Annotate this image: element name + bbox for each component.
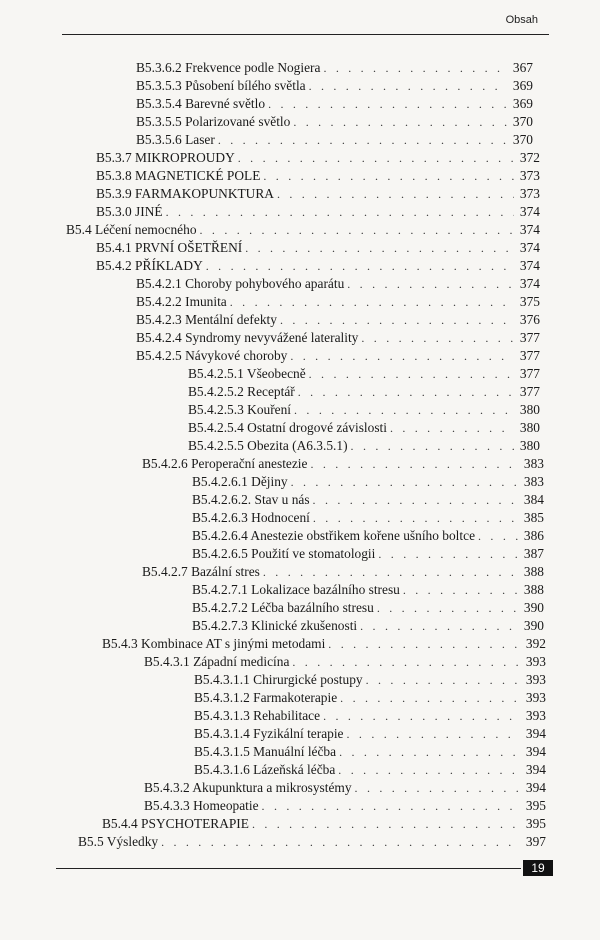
toc-entry-label: B5.3.5.5 Polarizované světlo <box>136 114 291 129</box>
toc-entry <box>136 74 533 94</box>
toc-entry-page: 377 <box>519 330 540 345</box>
toc-entry-label: B5.4.3.1.6 Lázeňská léčba <box>194 762 336 777</box>
toc-entry <box>192 614 544 634</box>
toc-entry <box>194 722 546 742</box>
toc-entry-label: B5.4.2.5.2 Receptář <box>188 384 295 399</box>
toc-entry <box>192 578 544 598</box>
toc-entry <box>144 794 546 814</box>
toc-entry-label: B5.3.9 FARMAKOPUNKTURA <box>96 186 274 201</box>
toc-entry-page: 374 <box>519 276 540 291</box>
toc-entry-page: 374 <box>519 204 540 219</box>
toc-entry-page: 380 <box>519 420 540 435</box>
toc-entry <box>192 470 544 490</box>
toc-entry-page: 395 <box>525 816 546 831</box>
toc-entry-label: B5.4.2.6.3 Hodnocení <box>192 510 310 525</box>
toc-entry <box>192 596 544 616</box>
toc-entry-label: B5.4.2.5.3 Kouření <box>188 402 292 417</box>
toc-entry-label: B5.3.5.6 Laser <box>136 132 215 147</box>
toc-entry-page: 374 <box>519 258 540 273</box>
toc-entry <box>192 506 544 526</box>
toc-entry-page: 372 <box>519 150 540 165</box>
toc-entry-page: 390 <box>523 618 544 633</box>
toc-entry-label: B5.4.2.1 Choroby pohybového aparátu <box>136 276 345 291</box>
toc-entry-page: 393 <box>525 672 546 687</box>
toc-entry-label: B5.4.2 PŘÍKLADY <box>96 258 203 273</box>
toc-entry-page: 385 <box>523 510 544 525</box>
toc-entry-page: 394 <box>525 780 546 795</box>
page-number: 19 <box>523 860 553 876</box>
toc-entry-label: B5.4.2.6.5 Použití ve stomatologii <box>192 546 376 561</box>
toc-entry <box>136 344 540 364</box>
toc-entry <box>188 362 540 382</box>
toc-entry-label: B5.4.2.7.1 Lokalizace bazálního stresu <box>192 582 400 597</box>
toc-entry-page: 373 <box>519 168 540 183</box>
toc-entry <box>192 524 544 544</box>
toc-entry-page: 394 <box>525 762 546 777</box>
toc-entry-page: 370 <box>512 114 533 129</box>
toc-entry-page: 373 <box>519 186 540 201</box>
toc-entry <box>96 146 540 166</box>
toc-entry-label: B5.4.3.3 Homeopatie <box>144 798 259 813</box>
toc-entry-page: 375 <box>519 294 540 309</box>
toc-entry <box>194 740 546 760</box>
toc-entry <box>144 650 546 670</box>
toc-entry-label: B5.5 Výsledky <box>78 834 159 849</box>
toc-entry-label: B5.4.3.1 Západní medicína <box>144 654 290 669</box>
toc-entry-label: B5.4.2.7.3 Klinické zkušenosti <box>192 618 358 633</box>
toc-entry <box>144 776 546 796</box>
toc-entry <box>188 380 540 400</box>
toc-entry <box>96 254 540 274</box>
toc-entry-page: 377 <box>519 384 540 399</box>
toc-entry-label: B5.4.2.5.5 Obezita (A6.3.5.1) <box>188 438 348 453</box>
toc-entry-label: B5.4.3.2 Akupunktura a mikrosystémy <box>144 780 352 795</box>
toc-entry-page: 388 <box>523 582 544 597</box>
toc-entry-page: 377 <box>519 366 540 381</box>
toc-entry-page: 392 <box>525 636 546 651</box>
toc-entry-label: B5.4.2.5 Návykové choroby <box>136 348 288 363</box>
toc-entry <box>142 452 544 472</box>
toc-entry-page: 394 <box>525 744 546 759</box>
toc-entry-label: B5.3.5.4 Barevné světlo <box>136 96 266 111</box>
toc-entry-page: 374 <box>519 222 540 237</box>
toc-entry-label: B5.4.2.4 Syndromy nevyvážené laterality <box>136 330 359 345</box>
toc-entry-label: B5.4.1 PRVNÍ OŠETŘENÍ <box>96 240 243 255</box>
toc-entry-page: 390 <box>523 600 544 615</box>
toc-entry-page: 383 <box>523 474 544 489</box>
toc-entry-label: B5.4.3.1.3 Rehabilitace <box>194 708 321 723</box>
toc-entry-page: 374 <box>519 240 540 255</box>
toc-entry-label: B5.4.2.3 Mentální defekty <box>136 312 277 327</box>
toc-entry <box>136 128 533 148</box>
toc-entry-page: 397 <box>525 834 546 849</box>
header-rule <box>62 34 549 35</box>
toc-entry-page: 380 <box>519 402 540 417</box>
toc-entry-label: B5.3.0 JINÉ <box>96 204 163 219</box>
toc-entry-page: 383 <box>523 456 544 471</box>
toc-entry-label: B5.4 Léčení nemocného <box>66 222 197 237</box>
toc-entry <box>136 92 533 112</box>
toc-entry-label: B5.4.2.6.1 Dějiny <box>192 474 288 489</box>
toc-entry <box>194 686 546 706</box>
toc-entry-label: B5.4.2.6.2. Stav u nás <box>192 492 310 507</box>
toc-entry-page: 384 <box>523 492 544 507</box>
toc-entry <box>136 326 540 346</box>
dot-leader <box>161 834 520 850</box>
toc-entry <box>188 398 540 418</box>
footer-rule <box>56 868 521 869</box>
toc-entry-label: B5.3.5.3 Působení bílého světla <box>136 78 306 93</box>
toc-entry-page: 387 <box>523 546 544 561</box>
toc-entry <box>96 236 540 256</box>
toc-entry <box>194 704 546 724</box>
toc-entry-page: 393 <box>525 708 546 723</box>
toc-entry-label: B5.4.3 Kombinace AT s jinými metodami <box>102 636 326 651</box>
toc-entry <box>192 542 544 562</box>
toc-entry-page: 367 <box>512 60 533 75</box>
running-header: Obsah <box>505 14 538 26</box>
toc-entry <box>78 830 546 850</box>
toc-entry-label: B5.4.3.1.5 Manuální léčba <box>194 744 337 759</box>
toc-entry-label: B5.3.6.2 Frekvence podle Nogiera <box>136 60 321 75</box>
toc-entry-page: 386 <box>523 528 544 543</box>
toc-entry <box>136 290 540 310</box>
toc-entry-page: 369 <box>512 78 533 93</box>
toc-entry <box>96 164 540 184</box>
toc-entry <box>136 272 540 292</box>
toc-entry-label: B5.4.3.1.2 Farmakoterapie <box>194 690 338 705</box>
toc-entry <box>102 812 546 832</box>
toc-entry <box>136 110 533 130</box>
toc-entry-page: 388 <box>523 564 544 579</box>
toc-entry-page: 394 <box>525 726 546 741</box>
toc-entry-label: B5.4.4 PSYCHOTERAPIE <box>102 816 249 831</box>
toc-entry-label: B5.4.2.2 Imunita <box>136 294 227 309</box>
toc-entry <box>96 182 540 202</box>
toc-entry-label: B5.4.2.6 Peroperační anestezie <box>142 456 308 471</box>
toc-entry-label: B5.4.2.7.2 Léčba bazálního stresu <box>192 600 374 615</box>
toc-entry-label: B5.4.2.6.4 Anestezie obstřikem kořene ušního boltce <box>192 528 476 543</box>
toc-entry <box>194 668 546 688</box>
toc-entry-page: 377 <box>519 348 540 363</box>
toc-entry-page: 380 <box>519 438 540 453</box>
toc-entry <box>136 56 533 76</box>
toc-entry-label: B5.4.2.7 Bazální stres <box>142 564 260 579</box>
toc-entry-label: B5.4.3.1.1 Chirurgické postupy <box>194 672 363 687</box>
toc-entry <box>136 308 540 328</box>
toc-entry-label: B5.4.2.5.1 Všeobecně <box>188 366 306 381</box>
toc-entry-page: 369 <box>512 96 533 111</box>
toc-entry-label: B5.3.7 MIKROPROUDY <box>96 150 235 165</box>
toc-entry <box>194 758 546 778</box>
toc-entry-page: 376 <box>519 312 540 327</box>
toc-entry-page: 370 <box>512 132 533 147</box>
toc-entry <box>188 434 540 454</box>
toc-entry-page: 393 <box>525 690 546 705</box>
toc-entry-label: B5.4.2.5.4 Ostatní drogové závislosti <box>188 420 387 435</box>
toc-entry <box>96 200 540 220</box>
toc-entry <box>188 416 540 436</box>
toc-entry <box>192 488 544 508</box>
toc-entry-page: 395 <box>525 798 546 813</box>
toc-entry <box>102 632 546 652</box>
toc-entry-label: B5.4.3.1.4 Fyzikální terapie <box>194 726 344 741</box>
toc-entry <box>66 218 540 238</box>
toc-entry-label: B5.3.8 MAGNETICKÉ POLE <box>96 168 261 183</box>
toc-entry <box>142 560 544 580</box>
toc-entry-page: 393 <box>525 654 546 669</box>
